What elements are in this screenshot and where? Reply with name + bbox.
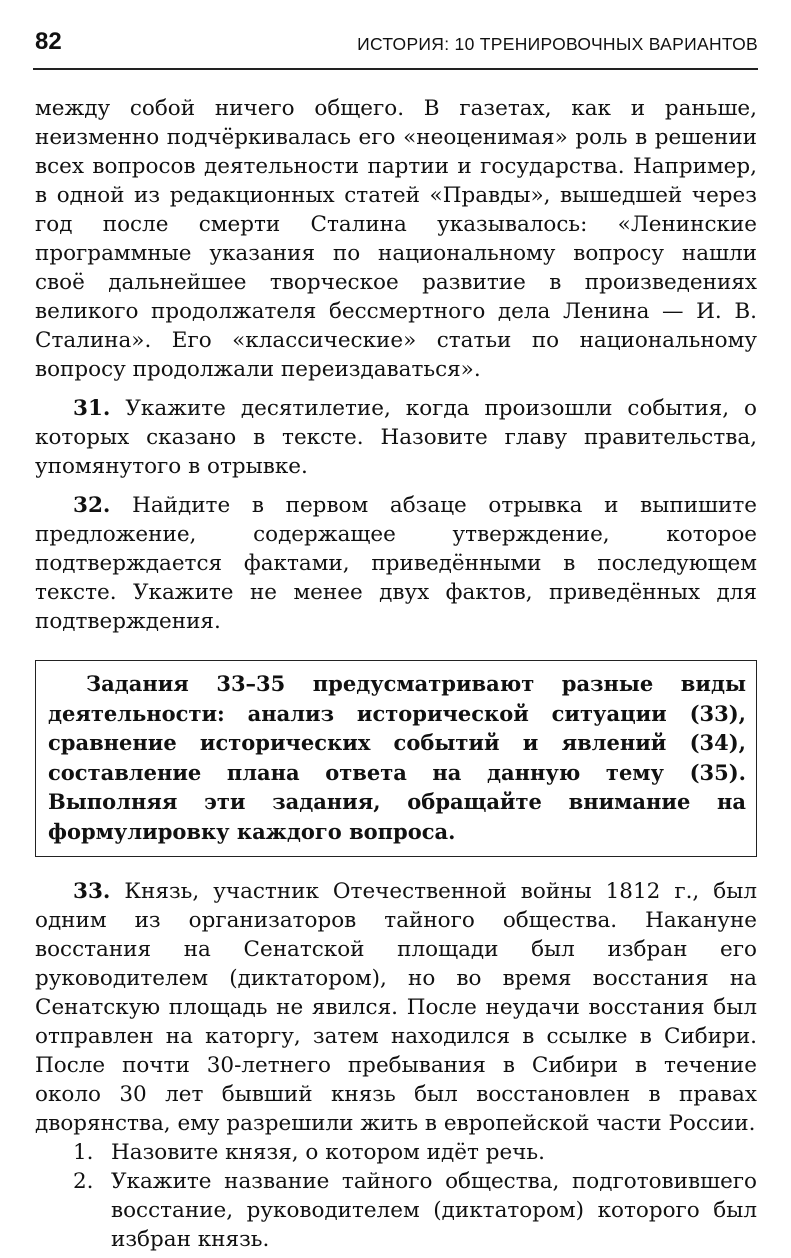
list-item — [35, 1138, 757, 1167]
list-item — [35, 1167, 757, 1254]
task-32 — [35, 491, 757, 636]
list-item-text: Укажите название тайного общества, подготовившего восстание, руководителем (диктатором) которого был избран князь. — [111, 1169, 757, 1252]
task-33-text: Князь, участник Отечественной войны 1812 г., был одним из организаторов тайного общества. Накануне восстания на Сенатской площади был избран его руководителем (диктатором), но во время восстания на Сенатскую площадь не явился. После неудачи восстания был отправлен на каторгу, затем находился в ссылке в Сибири. После почти 30-летнего пребывания в Сибири в течение около 30 лет бывший князь был восстановлен в правах дворянства, ему разрешили жить в европейской части России. — [35, 879, 757, 1136]
task-33-number: 33. — [73, 879, 111, 904]
task-33-questions — [35, 1138, 757, 1254]
intro-paragraph: между собой ничего общего. В газетах, как и раньше, неизменно подчёркивалась его «неоценимая» роль в решении всех вопросов деятельности партии и государства. Например, в одной из редакционных статей «Правды», вышедшей через год после смерти Сталина указывалось: «Ленинские программные указания по национальному вопросу нашли своё дальнейшее творческое развитие в произведениях великого продолжателя бессмертного дела Ленина — И. В. Сталина». Его «классические» статьи по национальному вопросу продолжали переиздаваться». — [35, 96, 757, 382]
page-number: 82 — [35, 28, 62, 55]
list-marker: 1. — [73, 1140, 94, 1165]
task-31-text: Укажите десятилетие, когда произошли события, о которых сказано в тексте. Назовите главу правительства, упомянутого в отрывке. — [35, 396, 757, 479]
list-marker: 2. — [73, 1169, 94, 1194]
instructions-box — [35, 660, 757, 857]
task-31 — [35, 394, 757, 481]
page-content — [35, 94, 757, 1254]
task-33 — [35, 877, 757, 1138]
task-31-number: 31. — [73, 396, 111, 421]
list-item-text: Назовите князя, о котором идёт речь. — [111, 1140, 545, 1165]
running-title: ИСТОРИЯ: 10 ТРЕНИРОВОЧНЫХ ВАРИАНТОВ — [357, 34, 758, 54]
task-32-text: Найдите в первом абзаце отрывка и выпишите предложение, содержащее утверждение, которое подтверждается фактами, приведёнными в последующем тексте. Укажите не менее двух фактов, приведённых для подтверждения. — [35, 493, 757, 634]
page-header — [33, 22, 758, 70]
instructions-text: Задания 33–35 предусматривают разные виды деятельности: анализ исторической ситуации (33), сравнение исторических событий и явлений (34), составление плана ответа на данную тему (35). Выполняя эти задания, обращайте внимание на формулировку каждого вопроса. — [48, 671, 746, 844]
task-32-number: 32. — [73, 493, 111, 518]
